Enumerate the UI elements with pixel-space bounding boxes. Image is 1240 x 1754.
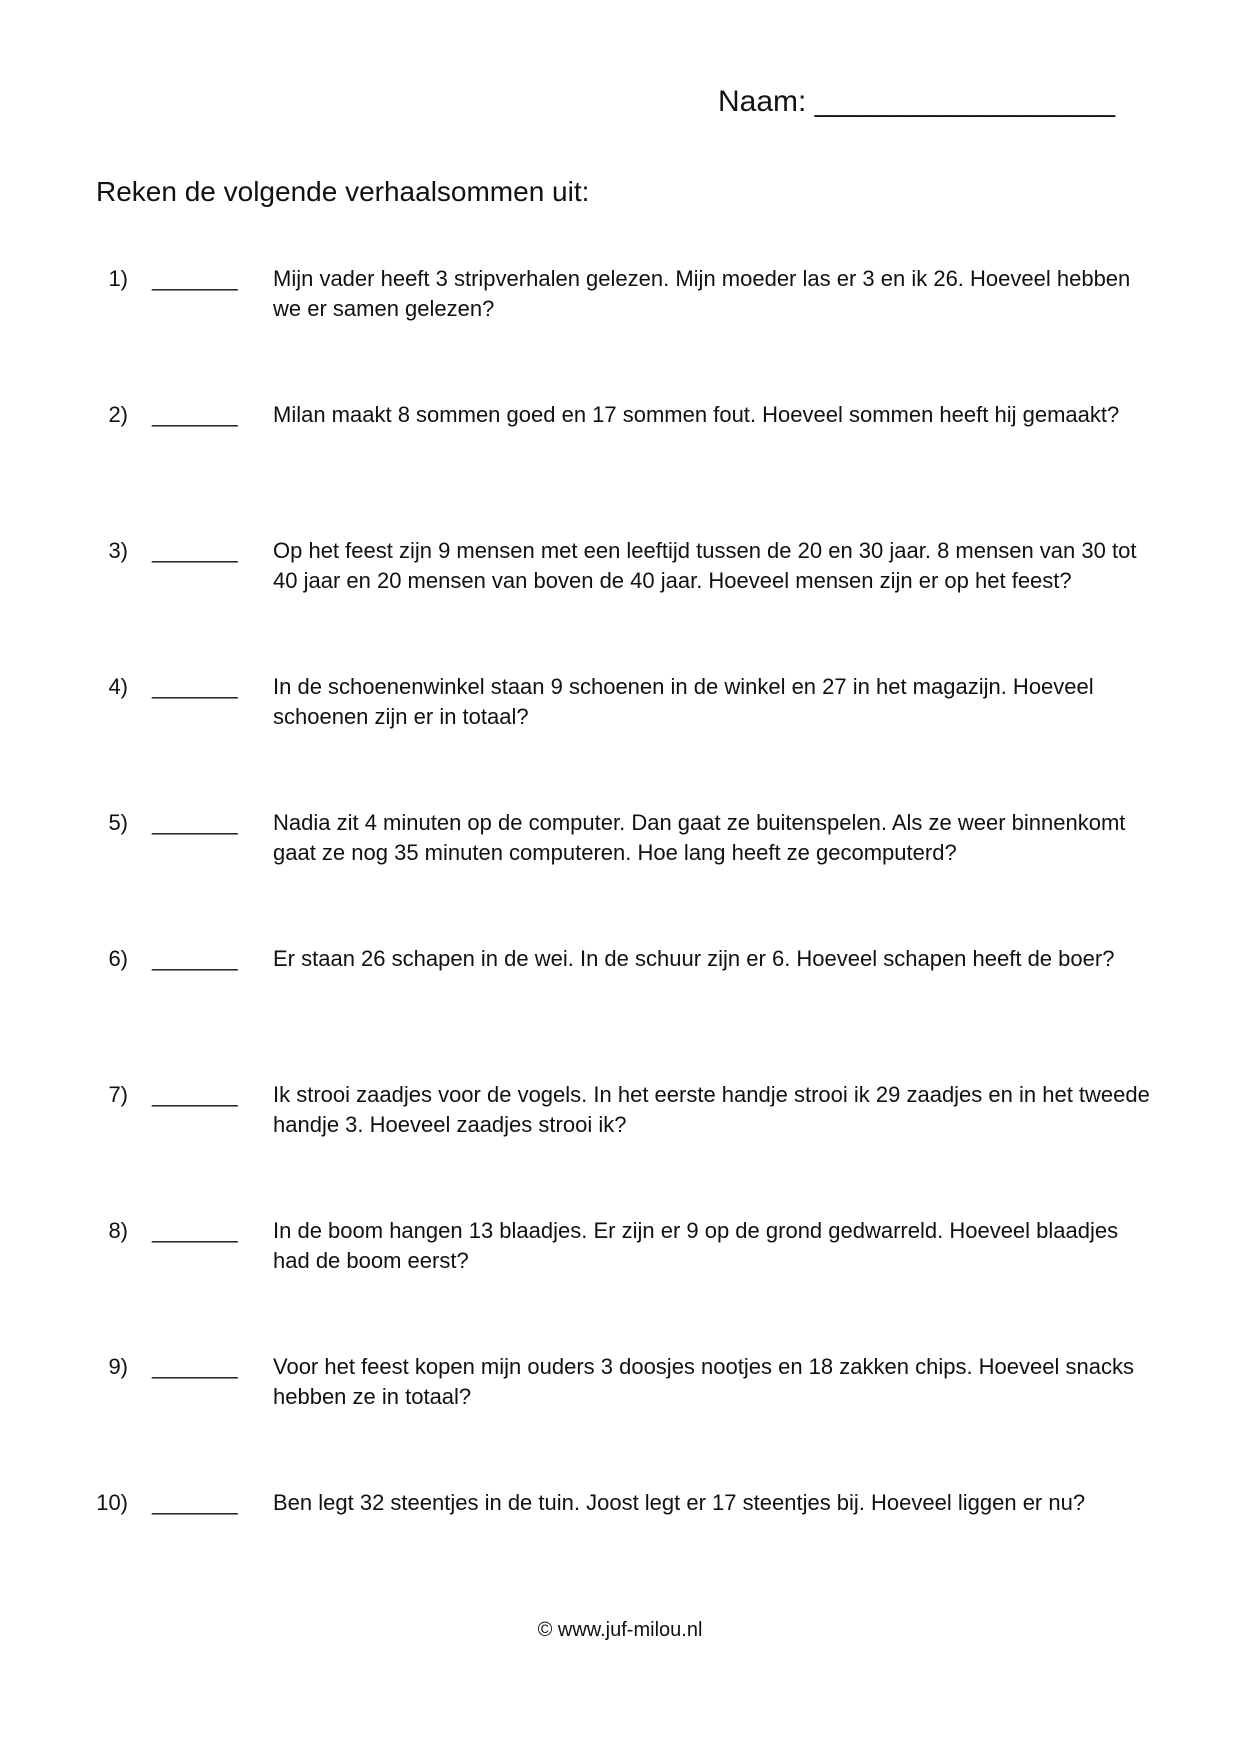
question-number: 2): [108, 402, 128, 427]
question-number: 9): [108, 1354, 128, 1379]
question-text: Ik strooi zaadjes voor de vogels. In het eerste handje strooi ik 29 zaadjes en in het tweede handje 3. Hoeveel zaadjes strooi ik?: [273, 1082, 1150, 1137]
question-text: Er staan 26 schapen in de wei. In de schuur zijn er 6. Hoeveel schapen heeft de boer?: [273, 946, 1115, 971]
question-number: 7): [108, 1082, 128, 1107]
question-number: 1): [108, 266, 128, 291]
question-number: 3): [108, 538, 128, 563]
answer-blank[interactable]: _______: [152, 1082, 238, 1107]
question-row-4: [0, 672, 1240, 742]
answer-blank[interactable]: _______: [152, 1218, 238, 1243]
question-text: In de boom hangen 13 blaadjes. Er zijn er 9 op de grond gedwarreld. Hoeveel blaadjes had de boom eerst?: [273, 1218, 1119, 1273]
question-text: Op het feest zijn 9 mensen met een leeftijd tussen de 20 en 30 jaar. 8 mensen van 30 tot 40 jaar en 20 mensen van boven de 40 jaar. Hoeveel mensen zijn er op het feest?: [273, 538, 1137, 593]
answer-blank[interactable]: _______: [152, 810, 238, 835]
answer-blank[interactable]: _______: [152, 538, 238, 563]
question-text: Voor het feest kopen mijn ouders 3 doosjes nootjes en 18 zakken chips. Hoeveel snacks hebben ze in totaal?: [273, 1354, 1134, 1409]
answer-blank[interactable]: _______: [152, 1490, 238, 1515]
question-number: 10): [96, 1490, 128, 1515]
name-line: Naam: __________________: [718, 85, 1116, 118]
question-number: 8): [108, 1218, 128, 1243]
question-row-8: [0, 1216, 1240, 1286]
question-row-7: [0, 1080, 1240, 1150]
question-number: 4): [108, 674, 128, 699]
answer-blank[interactable]: _______: [152, 946, 238, 971]
answer-blank[interactable]: _______: [152, 674, 238, 699]
question-row-9: [0, 1352, 1240, 1422]
question-number: 5): [108, 810, 128, 835]
question-text: Ben legt 32 steentjes in de tuin. Joost legt er 17 steentjes bij. Hoeveel liggen er nu?: [273, 1490, 1086, 1515]
question-number: 6): [108, 946, 128, 971]
question-row-10: [0, 1488, 1240, 1558]
question-text: Nadia zit 4 minuten op de computer. Dan gaat ze buitenspelen. Als ze weer binnenkomt gaat ze nog 35 minuten computeren. Hoe lang heeft ze gecomputerd?: [273, 810, 1126, 865]
question-row-1: [0, 264, 1240, 334]
question-text: In de schoenenwinkel staan 9 schoenen in de winkel en 27 in het magazijn. Hoeveel schoenen zijn er in totaal?: [273, 674, 1094, 729]
copyright-footer: © www.juf-milou.nl: [537, 1619, 703, 1641]
question-row-6: [0, 944, 1240, 1014]
question-row-5: [0, 808, 1240, 878]
answer-blank[interactable]: _______: [152, 266, 238, 291]
answer-blank[interactable]: _______: [152, 1354, 238, 1379]
question-text: Milan maakt 8 sommen goed en 17 sommen fout. Hoeveel sommen heeft hij gemaakt?: [273, 402, 1120, 427]
answer-blank[interactable]: _______: [152, 402, 238, 427]
question-row-2: [0, 400, 1240, 470]
question-text: Mijn vader heeft 3 stripverhalen gelezen. Mijn moeder las er 3 en ik 26. Hoeveel hebben we er samen gelezen?: [273, 266, 1131, 321]
question-row-3: [0, 536, 1240, 606]
instruction-heading: Reken de volgende verhaalsommen uit:: [96, 176, 590, 207]
